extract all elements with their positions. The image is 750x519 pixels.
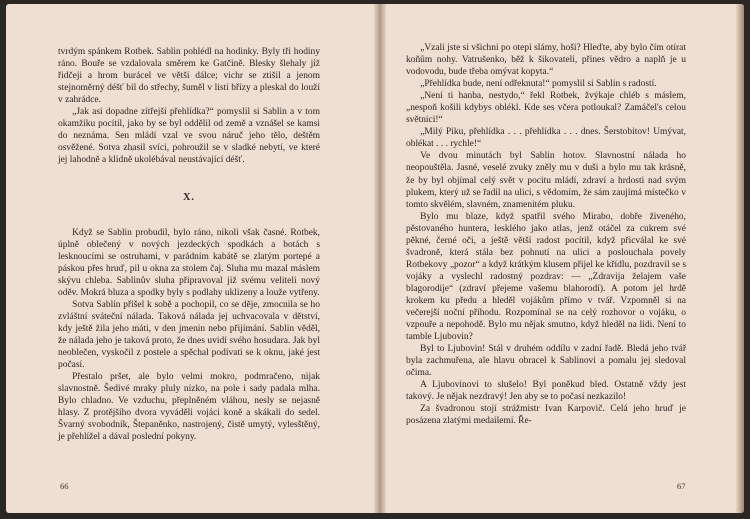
paragraph: „Jak asi dopadne zítřejší přehlídka?“ pomyslil si Sablin a v tom okamžiku pocítil, jako by se byl oddělil od země a vznášel se kamsi do neznáma. Sen mládí vzal ve svou náruč jeho tělo, deštěm osvěžené. Sotva zhasil svíci, pohroužil se v sladké nebytí, ve které jej lahodně a klidně ukolébával neustávající déšť. bbox=[58, 107, 320, 166]
paragraph: „Přehlídka bude, není odřeknuta!“ pomyslil si Sablin s radostí. bbox=[420, 79, 657, 90]
paragraph: „Milý Piku, přehlídka . . . přehlídka . . . dnes. Šerstobitov! Umývat, oblékat . . . rychle!“ bbox=[406, 127, 686, 150]
paragraph: Ve dvou minutách byl Sablin hotov. Slavnostní nálada ho neopouštěla. Jasné, veselé zvuky zněly mu v duši a bylo mu tak krásně, že by byl objímal celý svět v pocitu mládí, zdraví a hrdosti nad svým plukem, který už se řadil na ulici, s vědomím, že sám zaujímá místečko v tomto skvělém, slavném, znamenitém pluku. bbox=[406, 151, 686, 210]
page-edge bbox=[736, 4, 744, 513]
paragraph: Přestalo pršet, ale bylo velmi mokro, podmračeno, nijak slavnostně. Šedivé mraky pluly nízko, na pole i sady padala mlha. Bylo chladno. Ve vzduchu, přeplněném vláhou, nesly se nejasně hlasy. Z protějšího dvora vyváděli vojáci koně a skákali do sedel. Švarný svobodník, Štepaněnko, nastrojený, čistě umytý, vylesštěný, je přehlížel a dával poslední pokyny. bbox=[58, 372, 320, 443]
book-gutter bbox=[374, 4, 386, 513]
right-page bbox=[386, 4, 736, 513]
paragraph: „Není ti hanba, nestydo,“ řekl Rotbek, žvýkaje chléb s máslem, „nespoň košili kdybys oblékl. Kde ses včera potloukal? Zamáčel's celou světnici!“ bbox=[406, 91, 686, 126]
paragraph: Za švadronou stojí strážmistr Ivan Karpovič. Celá jeho hruď je posázena zlatými medailemi. Ře- bbox=[406, 404, 686, 427]
chapter-title: X. bbox=[183, 192, 195, 204]
paragraph: Bylo mu blaze, když spatřil svého Mirabo, dobře živeného, pěstovaného huntera, lesklého jako atlas, jenž otáčel za cukrem své pěkné, černé oči, a ještě větší radost pocítil, když přicválal ke své švadroně, která stála bez pohnutí na ulici a poslouchala povely Rotbekovy „pozor“ a když krátkým klusem přijel ke křídlu, pozdravil se s vojáky a vyslechl radostný pozdrav: — „Zdravija želajem vaše blagorodije“ (zdraví přejeme vašemu blahorodí). A potom jel hrdě krokem ku předu a hleděl vojákům přímo v tvář. Vzpomněl si na večerejší noční příhodu. Rozpomínal se na celý rozhovor o vojáku, o vzpouře a nepohodě. Bylo mu nějak smutno, když hleděl na lidi. Není to tamble Ljubovin? bbox=[406, 211, 686, 343]
paragraph: Když se Sablin probudil, bylo ráno, nikoli však časné. Rotbek, úplně oblečený v nových jezdeckých spodkách a botách s lesknoucími se ostruhami, v parádním kabátě se zlatým portepé a páskou přes hruď, pil u okna za stolem čaj. Sluha mu mazal máslem skývu chleba. Sablinův sluha připravoval již svému veliteli nový oděv. Mokrá bluza a spodky byly s podlahy uklizeny a louže vytřeny. bbox=[58, 227, 320, 298]
paragraph: Sotva Sablin přišel k sobě a pochopil, co se děje, zmocnila se ho zvláštní sváteční nálada. Taková nálada jej uchvacovala v dětství, kdy ještě žila jeho máti, v den jmenin nebo přijímání. Sablin věděl, že nálada jeho je taková proto, že dnes uvidí svého hosudara. Jak byl neoblečen, vyskočil z postele a spěchal podívati se k oknu, jaké jest počasí. bbox=[58, 299, 320, 371]
left-page-text bbox=[58, 46, 320, 443]
paragraph: Byl to Ljubovin! Stál v druhém oddílu v zadní řadě. Bledá jeho tvář byla zachmuřena, ale hlavu obracel k Sablinovi a pomalu jej sledoval očima. bbox=[406, 344, 686, 379]
paragraph: „Vzali jste si všichni po otepi slámy, hoši? Hleďte, aby bylo čím otírat koňům nohy. Vatrušenko, běž k šikovateli, přines vědro a naplň je u vodovodu, bude třeba omývat kopyta.“ bbox=[406, 43, 686, 78]
paragraph: tvrdým spánkem Rotbek. Sablin pohlédl na hodinky. Byly tři hodiny ráno. Bouře se vzdalovala směrem ke Gatčině. Blesky šlehaly již řidčeji a hrom burácel ve větší dálce; vichr se ztišil a jenom stejnoměrný déšť bil do střechy, šuměl v listí břízy a pleskal do louží v zahrádce. bbox=[58, 47, 320, 106]
right-page-text bbox=[406, 42, 686, 428]
book-spread bbox=[6, 4, 744, 513]
page-number-right: 67 bbox=[677, 481, 686, 491]
left-page bbox=[6, 4, 374, 513]
page-number-left: 66 bbox=[60, 481, 69, 491]
paragraph: A Ljubovinovi to slušelo! Byl poněkud bled. Ostatně vždy jest takový. Je nějak nezdravý! Jen aby se to počasí nezkazilo! bbox=[406, 380, 686, 403]
